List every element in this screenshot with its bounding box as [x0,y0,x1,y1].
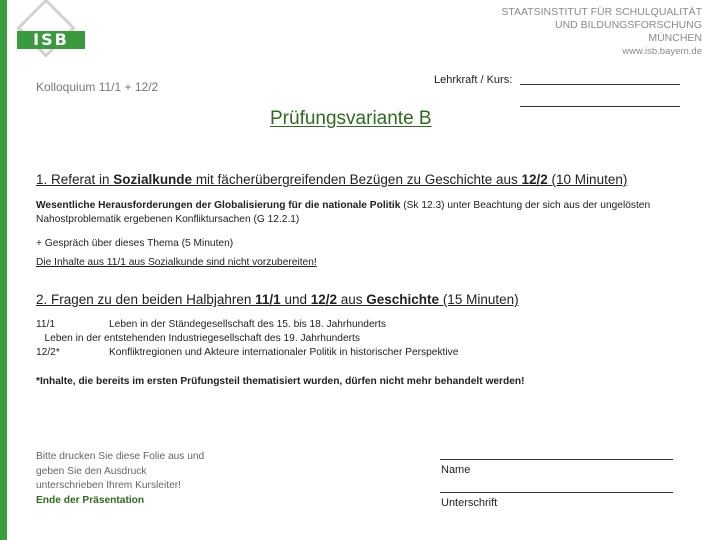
signature-label: Unterschrift [441,497,498,509]
section-1-note: Die Inhalte aus 11/1 aus Sozialkunde sind nicht vorzubereiten! [36,257,317,268]
teacher-input-line-2 [520,106,680,107]
logo-text: ISB [17,31,85,49]
isb-logo [16,6,86,66]
end-of-presentation: Ende der Präsentation [36,494,145,506]
name-line [440,459,673,460]
institute-line-1: STAATSINSTITUT FÜR SCHULQUALITÄT [501,6,702,18]
teacher-label: Lehrkraft / Kurs: [434,74,513,86]
teacher-input-line-1 [520,84,680,85]
topic-row: 12/2* Konfliktregionen und Akteure internationaler Politik in historischer Perspektive [36,347,459,358]
section-2-footnote: *Inhalte, die bereits im ersten Prüfungsteil thematisiert wurden, dürfen nicht mehr behandelt werden! [36,376,525,387]
topic-row: Leben in der entstehenden Industriegesellschaft des 19. Jahrhunderts [36,333,360,344]
left-accent-bar [0,0,7,540]
institute-url: www.isb.bayern.de [622,46,702,57]
institute-line-2: UND BILDUNGSFORSCHUNG [554,19,702,31]
section-2-heading: 2. Fragen zu den beiden Halbjahren 11/1 und 12/2 aus Geschichte (15 Minuten) [36,292,519,307]
course-label: Kolloquium 11/1 + 12/2 [36,80,159,94]
topic-row: 11/1 Leben in der Ständegesellschaft des 15. bis 18. Jahrhunderts [36,319,386,330]
logo-diamond-shape [16,0,75,58]
institute-line-3: MÜNCHEN [648,32,702,44]
print-instruction: Bitte drucken Sie diese Folie aus und geben Sie den Ausdruck unterschrieben Ihrem Kursleiter! Ende der Präsentation [36,450,236,508]
section-1-description: Wesentliche Herausforderungen der Globalisierung für die nationale Politik (Sk 12.3) unter Beachtung der sich aus der ungelösten Nahostproblematik ergebenen Konfliktursachen (G 12.2.1) [36,200,651,225]
page-title: Prüfungsvariante B [270,108,432,129]
section-1-heading: 1. Referat in Sozialkunde mit fächerübergreifenden Bezügen zu Geschichte aus 12/2 (10 Minuten) [36,172,628,187]
signature-line [440,492,673,493]
institute-name [501,6,702,58]
name-label: Name [441,464,471,476]
section-1-plus-line: + Gespräch über dieses Thema (5 Minuten) [36,238,234,249]
